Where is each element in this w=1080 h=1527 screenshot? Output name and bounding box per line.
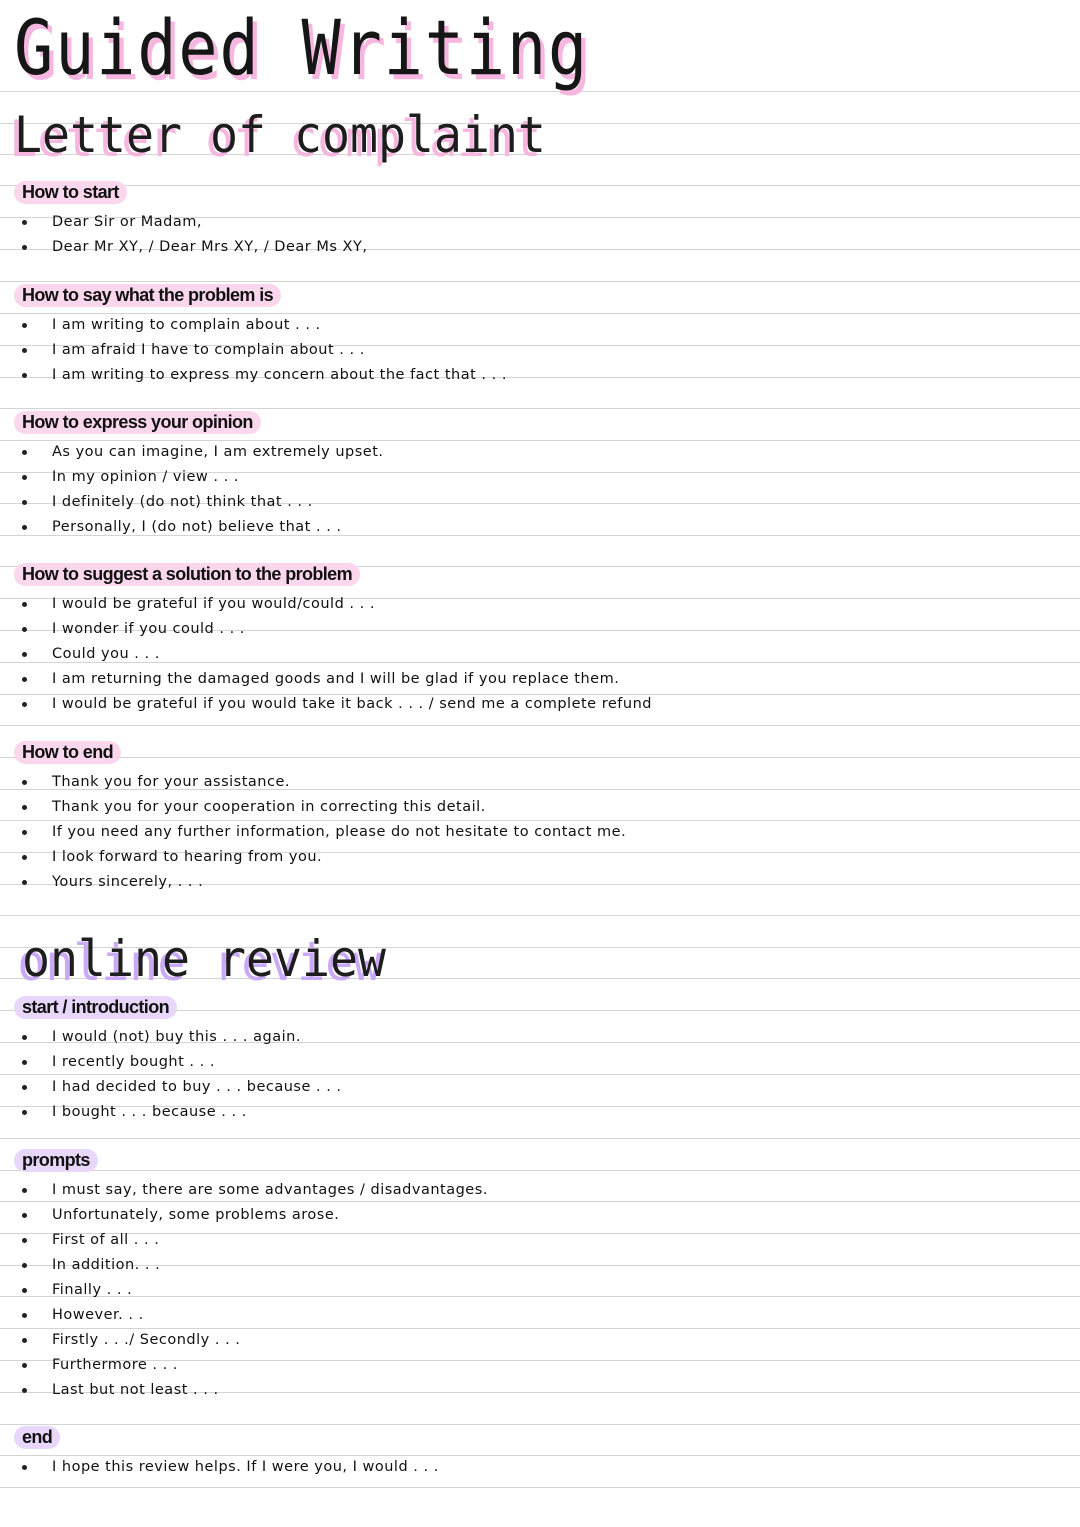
solution-list xyxy=(0,592,652,717)
list-item xyxy=(0,795,626,820)
list-item xyxy=(0,1328,488,1353)
bullet-icon xyxy=(22,348,27,353)
bullet-icon xyxy=(22,1188,27,1193)
bullet-icon xyxy=(22,780,27,785)
list-item xyxy=(0,820,626,845)
bullet-icon xyxy=(22,627,27,632)
list-item xyxy=(0,1203,488,1228)
list-item-text: I would be grateful if you would take it back . . . / send me a complete refund xyxy=(52,696,652,712)
list-item-text: If you need any further information, please do not hesitate to contact me. xyxy=(52,824,627,840)
list-item-text: First of all . . . xyxy=(52,1232,160,1248)
bullet-icon xyxy=(22,475,27,480)
list-item-text: I hope this review helps. If I were you, I would . . . xyxy=(52,1459,439,1475)
list-item xyxy=(0,617,652,642)
list-item xyxy=(0,1278,488,1303)
list-item xyxy=(0,642,652,667)
section-heading-how-to-start: How to start xyxy=(14,181,127,204)
list-item xyxy=(0,1353,488,1378)
bullet-icon xyxy=(22,805,27,810)
bullet-icon xyxy=(22,500,27,505)
list-item xyxy=(0,1178,488,1203)
section-heading-introduction: start / introduction xyxy=(14,996,177,1019)
list-item xyxy=(0,363,507,388)
list-item-text: Thank you for your cooperation in correcting this detail. xyxy=(52,799,486,815)
bullet-icon xyxy=(22,1288,27,1293)
list-item xyxy=(0,1228,488,1253)
list-item xyxy=(0,338,507,363)
list-item xyxy=(0,440,384,465)
list-item xyxy=(0,692,652,717)
list-item-text: Dear Mr XY, / Dear Mrs XY, / Dear Ms XY, xyxy=(52,239,368,255)
list-item xyxy=(0,870,626,895)
bullet-icon xyxy=(22,1313,27,1318)
bullet-icon xyxy=(22,1213,27,1218)
list-item xyxy=(0,465,384,490)
list-item-text: I bought . . . because . . . xyxy=(52,1104,247,1120)
list-item-text: Last but not least . . . xyxy=(52,1382,219,1398)
bullet-icon xyxy=(22,1263,27,1268)
list-item-text: Thank you for your assistance. xyxy=(52,774,290,790)
list-item-text: Firstly . . ./ Secondly . . . xyxy=(52,1332,241,1348)
section-heading-opinion: How to express your opinion xyxy=(14,411,261,434)
list-item xyxy=(0,1455,439,1480)
list-item-text: Personally, I (do not) believe that . . . xyxy=(52,519,342,535)
bullet-icon xyxy=(22,1085,27,1090)
list-item-text: In addition. . . xyxy=(52,1257,161,1273)
bullet-icon xyxy=(22,373,27,378)
list-item-text: I would be grateful if you would/could . . . xyxy=(52,596,375,612)
end-list xyxy=(0,1455,439,1480)
list-item-text: Unfortunately, some problems arose. xyxy=(52,1207,340,1223)
list-item-text: In my opinion / view . . . xyxy=(52,469,239,485)
list-item-text: I must say, there are some advantages / disadvantages. xyxy=(52,1182,488,1198)
section-heading-how-to-end: How to end xyxy=(14,741,121,764)
list-item-text: However. . . xyxy=(52,1307,144,1323)
letter-of-complaint-title: Letter of complaint xyxy=(14,106,546,164)
list-item xyxy=(0,592,652,617)
list-item xyxy=(0,490,384,515)
list-item xyxy=(0,845,626,870)
list-item xyxy=(0,1075,342,1100)
list-item-text: Could you . . . xyxy=(52,646,160,662)
problem-list xyxy=(0,313,507,388)
list-item-text: I wonder if you could . . . xyxy=(52,621,245,637)
bullet-icon xyxy=(22,245,27,250)
page-title: Guided Writing xyxy=(14,3,589,92)
opinion-list xyxy=(0,440,384,540)
bullet-icon xyxy=(22,702,27,707)
bullet-icon xyxy=(22,652,27,657)
bullet-icon xyxy=(22,602,27,607)
bullet-icon xyxy=(22,450,27,455)
bullet-icon xyxy=(22,880,27,885)
bullet-icon xyxy=(22,855,27,860)
bullet-icon xyxy=(22,1035,27,1040)
list-item xyxy=(0,667,652,692)
how-to-start-list xyxy=(0,210,367,260)
list-item-text: Dear Sir or Madam, xyxy=(52,214,203,230)
bullet-icon xyxy=(22,1388,27,1393)
section-heading-solution: How to suggest a solution to the problem xyxy=(14,563,360,586)
bullet-icon xyxy=(22,1238,27,1243)
bullet-icon xyxy=(22,1060,27,1065)
list-item-text: I had decided to buy . . . because . . . xyxy=(52,1079,342,1095)
bullet-icon xyxy=(22,220,27,225)
list-item-text: I am afraid I have to complain about . . . xyxy=(52,342,365,358)
bullet-icon xyxy=(22,830,27,835)
bullet-icon xyxy=(22,1363,27,1368)
list-item-text: Furthermore . . . xyxy=(52,1357,178,1373)
list-item xyxy=(0,313,507,338)
prompts-list xyxy=(0,1178,488,1403)
bullet-icon xyxy=(22,1110,27,1115)
list-item xyxy=(0,1253,488,1278)
list-item-text: Yours sincerely, . . . xyxy=(52,874,204,890)
list-item-text: I recently bought . . . xyxy=(52,1054,215,1070)
section-heading-problem: How to say what the problem is xyxy=(14,284,281,307)
introduction-list xyxy=(0,1025,342,1125)
how-to-end-list xyxy=(0,770,626,895)
bullet-icon xyxy=(22,1338,27,1343)
list-item xyxy=(0,210,367,235)
list-item-text: I am writing to complain about . . . xyxy=(52,317,321,333)
list-item xyxy=(0,1050,342,1075)
list-item-text: I definitely (do not) think that . . . xyxy=(52,494,313,510)
list-item-text: I am returning the damaged goods and I will be glad if you replace them. xyxy=(52,671,620,687)
list-item xyxy=(0,770,626,795)
list-item xyxy=(0,515,384,540)
list-item-text: Finally . . . xyxy=(52,1282,133,1298)
list-item xyxy=(0,1100,342,1125)
bullet-icon xyxy=(22,525,27,530)
list-item-text: I am writing to express my concern about the fact that . . . xyxy=(52,367,507,383)
list-item xyxy=(0,1303,488,1328)
section-heading-prompts: prompts xyxy=(14,1149,98,1172)
list-item-text: As you can imagine, I am extremely upset. xyxy=(52,444,384,460)
list-item xyxy=(0,235,367,260)
online-review-title: online review xyxy=(22,930,386,988)
bullet-icon xyxy=(22,1465,27,1470)
list-item-text: I look forward to hearing from you. xyxy=(52,849,323,865)
list-item xyxy=(0,1378,488,1403)
list-item xyxy=(0,1025,342,1050)
list-item-text: I would (not) buy this . . . again. xyxy=(52,1029,301,1045)
section-heading-end: end xyxy=(14,1426,60,1449)
bullet-icon xyxy=(22,323,27,328)
bullet-icon xyxy=(22,677,27,682)
